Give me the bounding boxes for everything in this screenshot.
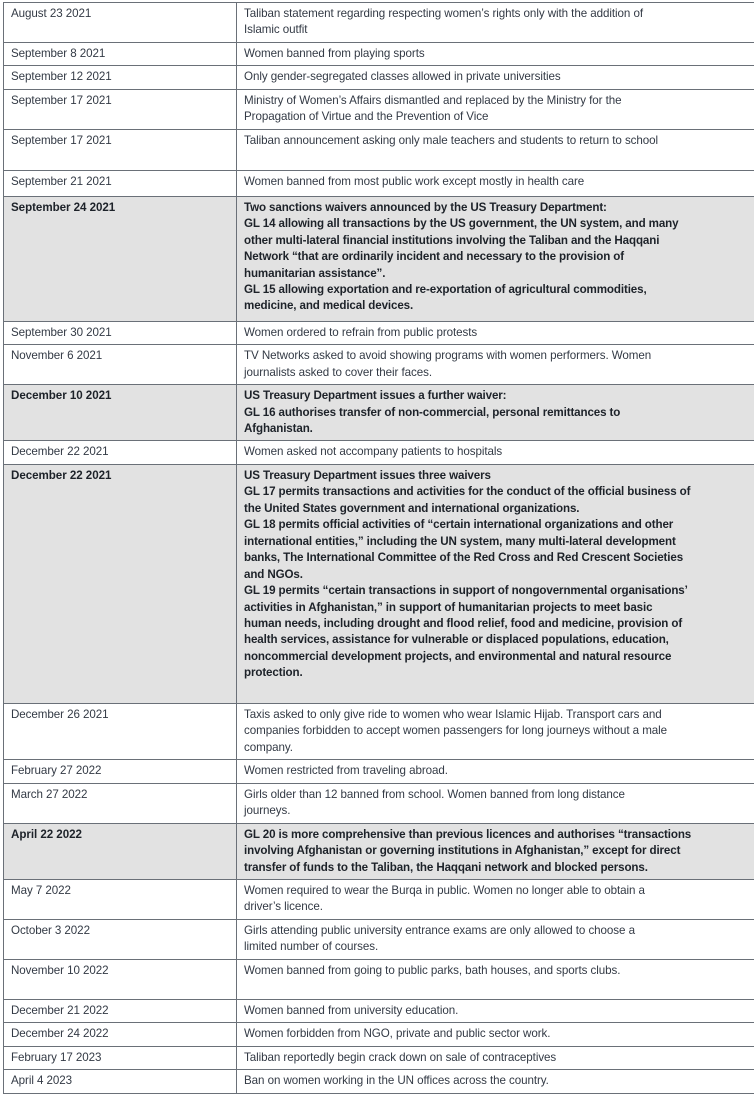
row-event-cell [237,441,754,464]
row-event-line: GL 15 allowing exportation and re-exportation of agricultural commodities, [244,282,754,298]
row-event-cell [237,959,754,999]
row-event-line: and NGOs. [244,567,754,583]
row-event-line: Women banned from going to public parks, bath houses, and sports clubs. [244,963,754,979]
row-event-line: Propagation of Virtue and the Prevention of Vice [244,109,754,125]
table-row [4,823,754,879]
row-event-line: involving Afghanistan or governing institutions in Afghanistan,” except for direct [244,843,754,859]
row-event-line: GL 16 authorises transfer of non-commercial, personal remittances to [244,405,754,421]
row-event-line: GL 18 permits official activities of “certain international organizations and other [244,517,754,533]
row-event-line: GL 17 permits transactions and activities for the conduct of the official business of [244,484,754,500]
row-event-cell [237,783,754,823]
row-event-cell [237,3,754,43]
row-event-line: Islamic outfit [244,22,754,38]
row-date-cell: April 22 2022 [4,823,237,879]
timeline-table-body [4,3,754,1094]
row-event-cell [237,760,754,783]
row-event-line: limited number of courses. [244,939,754,955]
row-date-cell: September 24 2021 [4,196,237,321]
row-event-line: Girls attending public university entrance exams are only allowed to choose a [244,923,754,939]
table-row [4,1046,754,1069]
row-event-cell [237,66,754,89]
row-event-cell [237,879,754,919]
table-row [4,385,754,441]
row-date-cell: December 22 2021 [4,441,237,464]
row-event-line: banks, The International Committee of the Red Cross and Red Crescent Societies [244,550,754,566]
row-date-cell: October 3 2022 [4,919,237,959]
table-row [4,66,754,89]
row-event-line: Taliban reportedly begin crack down on sale of contraceptives [244,1050,754,1066]
row-event-line: Ministry of Women’s Affairs dismantled and replaced by the Ministry for the [244,93,754,109]
row-event-cell [237,703,754,759]
row-event-line: US Treasury Department issues a further waiver: [244,388,754,404]
row-event-line: Only gender-segregated classes allowed in private universities [244,69,754,85]
row-event-cell [237,89,754,129]
row-event-line: Taxis asked to only give ride to women who wear Islamic Hijab. Transport cars and [244,707,754,723]
row-event-cell [237,345,754,385]
row-event-cell [237,1070,754,1093]
row-event-cell [237,170,754,196]
row-date-cell: December 22 2021 [4,464,237,703]
row-event-line: Women banned from most public work except mostly in health care [244,174,754,190]
row-date-cell: November 6 2021 [4,345,237,385]
row-event-line: Taliban statement regarding respecting women’s rights only with the addition of [244,6,754,22]
table-row [4,321,754,344]
row-event-cell [237,1046,754,1069]
row-event-line: the United States government and international organizations. [244,501,754,517]
row-date-cell: November 10 2022 [4,959,237,999]
table-row [4,42,754,65]
row-event-line: GL 14 allowing all transactions by the US government, the UN system, and many [244,216,754,232]
row-event-line: journeys. [244,803,754,819]
row-date-cell: September 30 2021 [4,321,237,344]
row-event-line: driver’s licence. [244,899,754,915]
table-row [4,919,754,959]
table-row [4,170,754,196]
row-event-line: companies forbidden to accept women passengers for long journeys without a male [244,723,754,739]
row-date-cell: February 17 2023 [4,1046,237,1069]
row-date-cell: September 17 2021 [4,129,237,170]
row-event-line: Women banned from playing sports [244,46,754,62]
row-date-cell: December 24 2022 [4,1023,237,1046]
row-event-cell [237,42,754,65]
row-date-cell: December 21 2022 [4,999,237,1022]
row-event-line: Girls older than 12 banned from school. Women banned from long distance [244,787,754,803]
row-date-cell: February 27 2022 [4,760,237,783]
row-event-cell [237,321,754,344]
row-event-cell [237,823,754,879]
table-row [4,345,754,385]
row-event-line: Women banned from university education. [244,1003,754,1019]
row-event-line: Women required to wear the Burqa in public. Women no longer able to obtain a [244,883,754,899]
row-event-line: GL 19 permits “certain transactions in support of nongovernmental organisations’ [244,583,754,599]
row-event-line: Two sanctions waivers announced by the US Treasury Department: [244,200,754,216]
row-date-cell: April 4 2023 [4,1070,237,1093]
row-date-cell: May 7 2022 [4,879,237,919]
row-date-cell: December 10 2021 [4,385,237,441]
table-row [4,1023,754,1046]
row-event-cell [237,196,754,321]
row-event-line: Women asked not accompany patients to hospitals [244,444,754,460]
table-row [4,441,754,464]
table-row [4,760,754,783]
table-row [4,999,754,1022]
row-event-cell [237,1023,754,1046]
table-row [4,783,754,823]
table-row [4,1070,754,1093]
row-event-line: other multi-lateral financial institutions involving the Taliban and the Haqqani [244,233,754,249]
table-row [4,129,754,170]
row-event-line: Taliban announcement asking only male teachers and students to return to school [244,133,754,149]
row-date-cell: August 23 2021 [4,3,237,43]
row-event-line: Women restricted from traveling abroad. [244,763,754,779]
row-event-cell [237,129,754,170]
table-row [4,464,754,703]
row-date-cell: September 8 2021 [4,42,237,65]
row-event-line: GL 20 is more comprehensive than previous licences and authorises “transactions [244,827,754,843]
row-event-line: company. [244,740,754,756]
row-date-cell: March 27 2022 [4,783,237,823]
row-date-cell: September 21 2021 [4,170,237,196]
row-event-line: Women ordered to refrain from public protests [244,325,754,341]
row-event-line: health services, assistance for vulnerable or displaced populations, education, [244,632,754,648]
row-date-cell: September 17 2021 [4,89,237,129]
table-row [4,196,754,321]
table-row [4,959,754,999]
table-row [4,879,754,919]
row-event-line: US Treasury Department issues three waivers [244,468,754,484]
row-event-line: Afghanistan. [244,421,754,437]
row-event-line: Network “that are ordinarily incident and necessary to the provision of [244,249,754,265]
row-event-cell [237,919,754,959]
row-event-line: transfer of funds to the Taliban, the Haqqani network and blocked persons. [244,860,754,876]
row-event-cell [237,999,754,1022]
row-event-line: humanitarian assistance”. [244,266,754,282]
row-event-line: Women forbidden from NGO, private and public sector work. [244,1026,754,1042]
row-event-line: noncommercial development projects, and environmental and natural resource [244,649,754,665]
row-event-line: protection. [244,665,754,681]
row-event-line: medicine, and medical devices. [244,298,754,314]
row-event-line: Ban on women working in the UN offices across the country. [244,1073,754,1089]
row-event-line: human needs, including drought and flood relief, food and medicine, provision of [244,616,754,632]
timeline-table [3,2,754,1094]
row-event-line: journalists asked to cover their faces. [244,365,754,381]
table-row [4,89,754,129]
row-event-line: activities in Afghanistan,” in support of humanitarian projects to meet basic [244,600,754,616]
row-event-line: TV Networks asked to avoid showing programs with women performers. Women [244,348,754,364]
row-event-cell [237,464,754,703]
table-row [4,3,754,43]
row-date-cell: September 12 2021 [4,66,237,89]
row-event-line: international entities,” including the UN system, many multi-lateral development [244,534,754,550]
row-event-cell [237,385,754,441]
table-row [4,703,754,759]
row-date-cell: December 26 2021 [4,703,237,759]
